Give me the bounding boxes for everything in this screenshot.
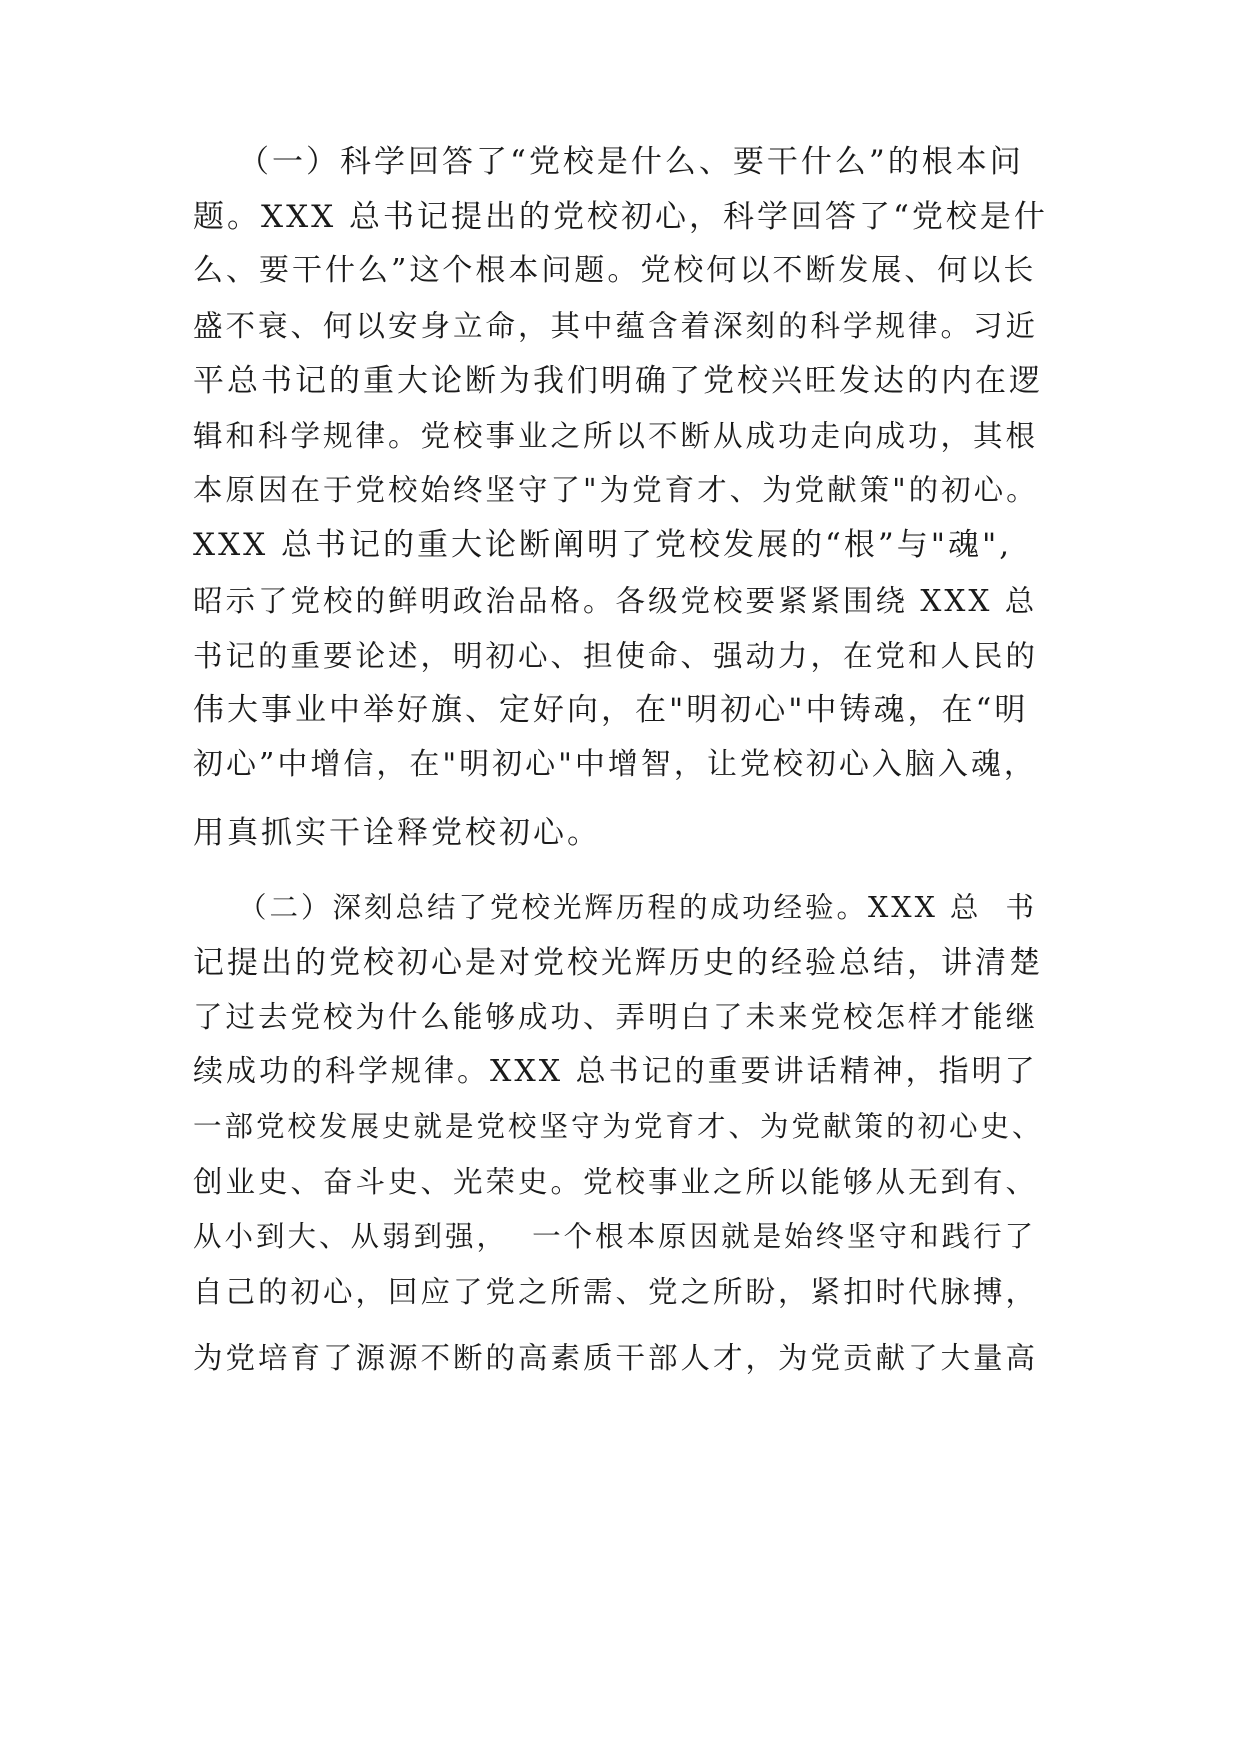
paragraph-2-line-6: 创业史、奋斗史、光荣史。党校事业之所以能够从无到有、 xyxy=(193,1165,1039,1199)
paragraph-2-line-5: 一部党校发展史就是党校坚守为党育才、为党献策的初心史、 xyxy=(193,1110,1044,1143)
paragraph-1-line-2: 题。XXX 总书记提出的党校初心，科学回答了“党校是什 xyxy=(193,199,1048,235)
paragraph-2-line-8: 自己的初心，回应了党之所需、党之所盼，紧扣时代脉搏， xyxy=(193,1275,1039,1309)
paragraph-1-line-13: 用真抓实干诠释党校初心。 xyxy=(193,815,601,851)
paragraph-1-line-12: 初心”中增信，在"明初心"中增智，让党校初心入脑入魂， xyxy=(193,747,1037,782)
paragraph-1-line-10: 书记的重要论述，明初心、担使命、强动力，在党和人民的 xyxy=(193,639,1039,673)
paragraph-1-line-7: 本原因在于党校始终坚守了"为党育才、为党献策"的初心。 xyxy=(193,473,1039,507)
paragraph-1-line-9: 昭示了党校的鲜明政治品格。各级党校要紧紧围绕 XXX 总 xyxy=(193,584,1038,618)
paragraph-1-line-11: 伟大事业中举好旗、定好向，在"明初心"中铸魂，在“明 xyxy=(193,692,1029,728)
paragraph-1-line-6: 辑和科学规律。党校事业之所以不断从成功走向成功，其根 xyxy=(193,419,1039,453)
paragraph-1-line-4: 盛不衰、何以安身立命，其中蕴含着深刻的科学规律。习近 xyxy=(193,309,1039,343)
paragraph-1-line-5: 平总书记的重大论断为我们明确了党校兴旺发达的内在逻 xyxy=(193,363,1043,399)
paragraph-1-line-8: XXX 总书记的重大论断阐明了党校发展的“根”与"魂", xyxy=(193,527,1013,563)
paragraph-2-line-4: 续成功的科学规律。XXX 总书记的重要讲话精神，指明了 xyxy=(193,1054,1038,1089)
paragraph-1-line-3: 么、要干什么”这个根本问题。党校何以不断发展、何以长 xyxy=(193,253,1037,288)
paragraph-2-line-3: 了过去党校为什么能够成功、弄明白了未来党校怎样才能继 xyxy=(193,1000,1039,1034)
paragraph-2-line-9: 为党培育了源源不断的高素质干部人才，为党贡献了大量高 xyxy=(193,1341,1039,1375)
paragraph-2-line-7: 从小到大、从弱到强， 一个根本原因就是始终坚守和践行了 xyxy=(193,1220,1037,1253)
paragraph-1-line-1: （一）科学回答了“党校是什么、要干什么”的根本问 xyxy=(238,144,1024,180)
paragraph-2-line-2: 记提出的党校初心是对党校光辉历史的经验总结，讲清楚 xyxy=(193,945,1043,981)
paragraph-2-line-1: （二）深刻总结了党校光辉历程的成功经验。XXX 总 书 xyxy=(238,891,1038,924)
